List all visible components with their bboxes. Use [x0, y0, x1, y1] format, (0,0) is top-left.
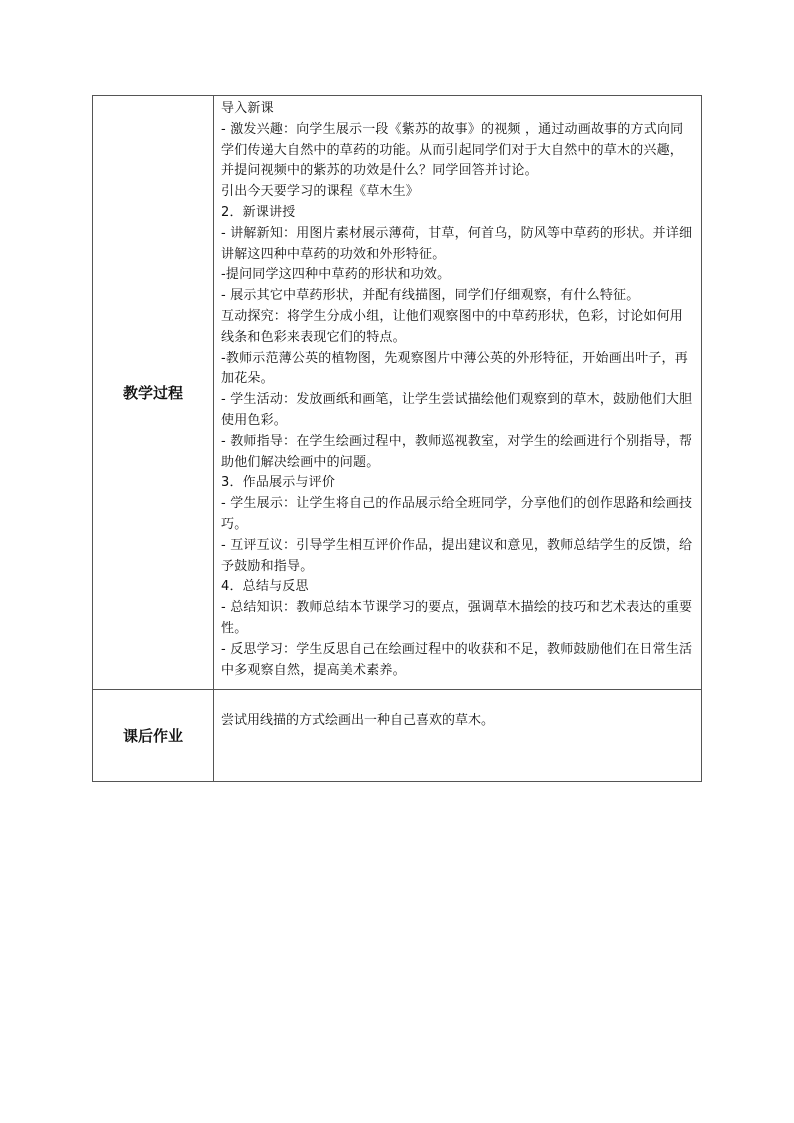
process-paragraph: - 教师指导：在学生绘画过程中，教师巡视教室，对学生的绘画进行个别指导，帮助他们解决绘画中的问题。: [221, 433, 693, 470]
process-paragraph: 2．新课讲授: [221, 204, 296, 220]
homework-text: 尝试用线描的方式绘画出一种自己喜欢的草木。: [221, 713, 495, 728]
teaching-process-content: [214, 96, 702, 690]
process-paragraph: 4．总结与反思: [221, 579, 309, 595]
teaching-process-label: 教学过程: [93, 96, 214, 690]
teaching-process-row: [93, 96, 702, 690]
process-paragraph: - 学生展示：让学生将自己的作品展示给全班同学，分享他们的创作思路和绘画技巧。: [221, 496, 693, 532]
process-paragraph: -提问同学这四种中草药的形状和功效。: [221, 267, 451, 283]
process-paragraph: - 讲解新知：用图片素材展示薄荷，甘草，何首乌，防风等中草药的形状。并详细讲解这四种中草药的功效和外形特征。: [221, 225, 693, 262]
lesson-plan-table: [92, 95, 702, 782]
process-paragraph: 互动探究：将学生分成小组，让他们观察图中的中草药形状，色彩，讨论如何用线条和色彩来表现它们的特点。: [221, 308, 684, 345]
homework-content: [214, 690, 702, 782]
process-paragraph: - 展示其它中草药形状，并配有线描图，同学们仔细观察，有什么特征。: [221, 288, 640, 304]
process-paragraph: 引出今天要学习的课程《草木生》: [221, 184, 420, 200]
process-paragraph: -教师示范薄公英的植物图，先观察图片中薄公英的外形特征，开始画出叶子，再加花朵。: [221, 350, 688, 387]
process-paragraph: - 互评互议：引导学生相互评价作品，提出建议和意见，教师总结学生的反馈，给予鼓励和指导。: [221, 537, 693, 574]
process-paragraph: - 总结知识：教师总结本节课学习的要点，强调草木描绘的技巧和艺术表达的重要性。: [221, 600, 693, 636]
process-paragraph: 3．作品展示与评价: [221, 475, 336, 491]
process-paragraph: - 反思学习：学生反思自己在绘画过程中的收获和不足，教师鼓励他们在日常生活中多观察自然，提高美术素养。: [221, 641, 693, 678]
process-paragraph: - 激发兴趣：向学生展示一段《紫苏的故事》的视频 ，通过动画故事的方式向同学们传递大自然中的草药的功能。从而引起同学们对于大自然中的草木的兴趣，并提问视频中的紫苏的功效是什么？同学回答并讨论。: [221, 121, 684, 179]
process-paragraph: - 学生活动：发放画纸和画笔，让学生尝试描绘他们观察到的草木，鼓励他们大胆使用色彩。: [221, 392, 693, 428]
homework-row: [93, 690, 702, 782]
process-paragraph: 导入新课: [221, 101, 274, 116]
homework-label: 课后作业: [93, 690, 214, 782]
